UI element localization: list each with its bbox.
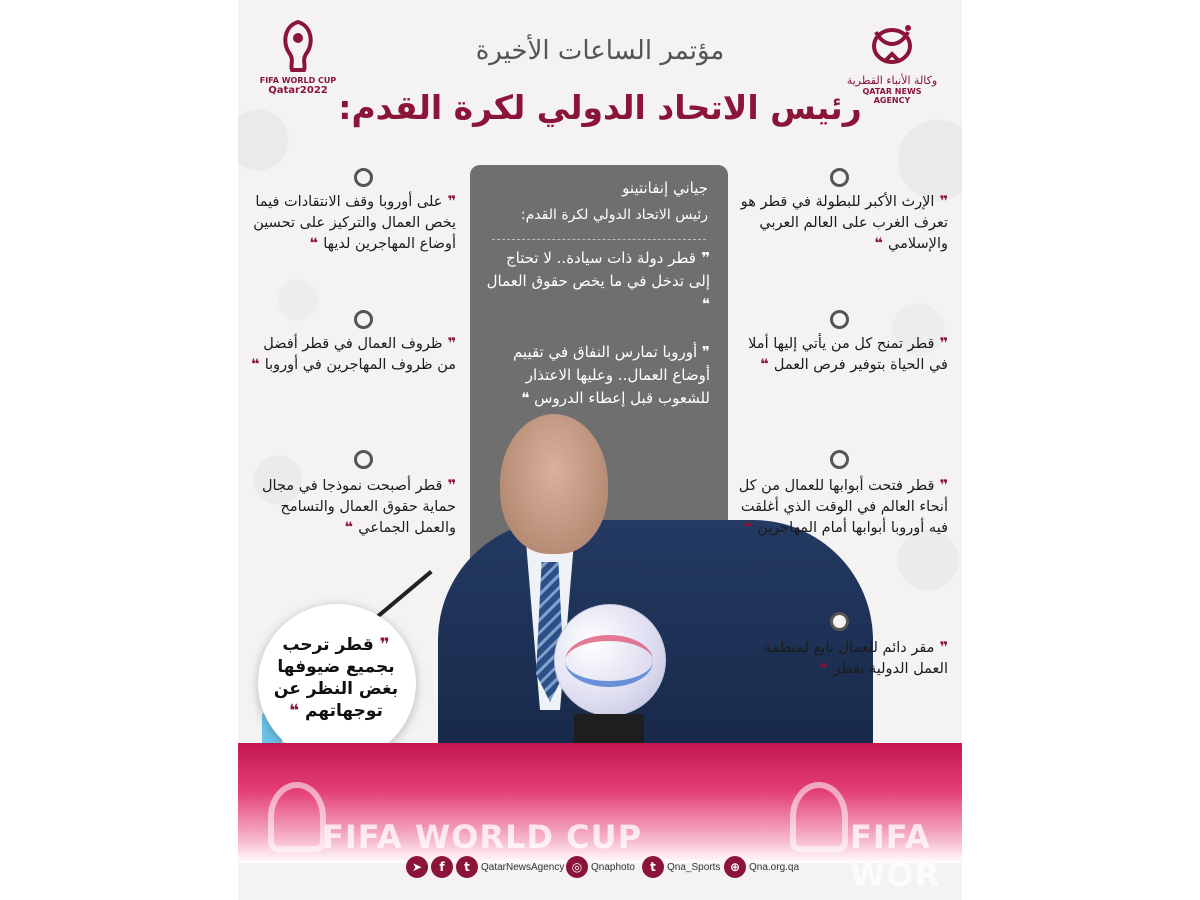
highlight-quote: ❞ قطر ترحب بجميع ضيوفها بغض النظر عن توجهاتهم ❝	[273, 635, 399, 721]
panel-quote-2: ❞ أوروبا تمارس النفاق في تقييم أوضاع العمال.. وعليها الاعتذار للشعوب قبل إعطاء الدروس ❝	[512, 343, 710, 407]
qna-english-name: QATAR NEWS AGENCY	[862, 87, 922, 105]
fifa-logo-line2: Qatar2022	[268, 85, 328, 96]
speaker-role: رئيس الاتحاد الدولي لكرة القدم:	[520, 207, 708, 223]
panel-quote-1: ❞ قطر دولة ذات سيادة.. لا تحتاج إلى تدخل في ما يخص حقوق العمال ❝	[486, 249, 710, 313]
social-sports[interactable]	[642, 856, 720, 878]
panel-divider	[492, 239, 706, 240]
site-link[interactable]: Qna.org.qa	[749, 861, 800, 873]
right-quote-4: ❞ مقر دائم للعمال تابع لمنظمة العمل الدولية بقطر ❝	[763, 640, 948, 677]
right-quote-2: ❞ قطر تمنح كل من يأتي إليها أملا في الحياة بتوفير فرص العمل ❝	[748, 336, 948, 373]
bullet-dot-icon	[830, 310, 849, 329]
photo-handle[interactable]: Qnaphoto	[591, 861, 635, 873]
open-quote-icon: ❞	[695, 249, 710, 267]
page-subtitle: مؤتمر الساعات الأخيرة	[475, 36, 725, 66]
bullet-dot-icon	[354, 310, 373, 329]
speaker-head	[500, 414, 608, 554]
social-footer	[238, 852, 962, 882]
close-quote-icon: ❝	[521, 389, 535, 407]
close-quote-icon: ❝	[701, 295, 710, 313]
banner-text-right: FIFA WOR	[850, 818, 941, 894]
infographic-poster	[238, 0, 962, 900]
trophy-icon	[268, 782, 326, 852]
telegram-icon[interactable]: ➤	[406, 856, 428, 878]
trophy-icon	[790, 782, 848, 852]
left-quote-3: ❞ قطر أصبحت نموذجا في مجال حماية حقوق العمال والتسامح والعمل الجماعي ❝	[262, 478, 456, 536]
agency-handle[interactable]: QatarNewsAgency	[481, 861, 565, 873]
qna-arabic-name: وكالة الأنباء القطرية	[846, 74, 938, 87]
facebook-icon[interactable]: f	[431, 856, 453, 878]
twitter-icon[interactable]: t	[642, 856, 664, 878]
social-agency[interactable]	[406, 856, 564, 878]
globe-icon[interactable]: ⊕	[724, 856, 746, 878]
page-title: رئيس الاتحاد الدولي لكرة القدم:	[338, 88, 862, 127]
speaker-name: جياني إنفانتينو	[622, 179, 708, 197]
left-quote-1: ❞ على أوروبا وقف الانتقادات فيما يخص العمال والتركيز على تحسين أوضاع المهاجرين لديها ❝	[253, 194, 456, 252]
football-icon	[554, 604, 666, 716]
ball-stand	[574, 714, 644, 744]
bullet-dot-icon	[830, 450, 849, 469]
bullet-dot-icon	[830, 168, 849, 187]
bullet-dot-icon	[354, 450, 373, 469]
sports-handle[interactable]: Qna_Sports	[667, 861, 721, 873]
instagram-icon[interactable]: ◎	[566, 856, 588, 878]
social-site[interactable]	[724, 856, 799, 878]
twitter-icon[interactable]: t	[456, 856, 478, 878]
right-quote-1: ❞ الإرث الأكبر للبطولة في قطر هو تعرف الغرب على العالم العربي والإسلامي ❝	[740, 194, 948, 252]
open-quote-icon: ❞	[697, 343, 710, 361]
bullet-dot-icon	[354, 168, 373, 187]
bullet-dot-icon	[830, 612, 849, 631]
banner-text-left: FIFA WORLD CUP	[322, 818, 643, 856]
right-quote-3: ❞ قطر فتحت أبوابها للعمال من كل أنحاء العالم في الوقت الذي أغلقت فيه أوروبا أبوابها أمام المهاجرين ❝	[738, 478, 948, 536]
left-quote-2: ❞ ظروف العمال في قطر أفضل من ظروف المهاجرين في أوروبا ❝	[251, 336, 456, 373]
fifa-logo-line1: FIFA WORLD CUP	[259, 76, 337, 85]
social-photo[interactable]	[566, 856, 635, 878]
